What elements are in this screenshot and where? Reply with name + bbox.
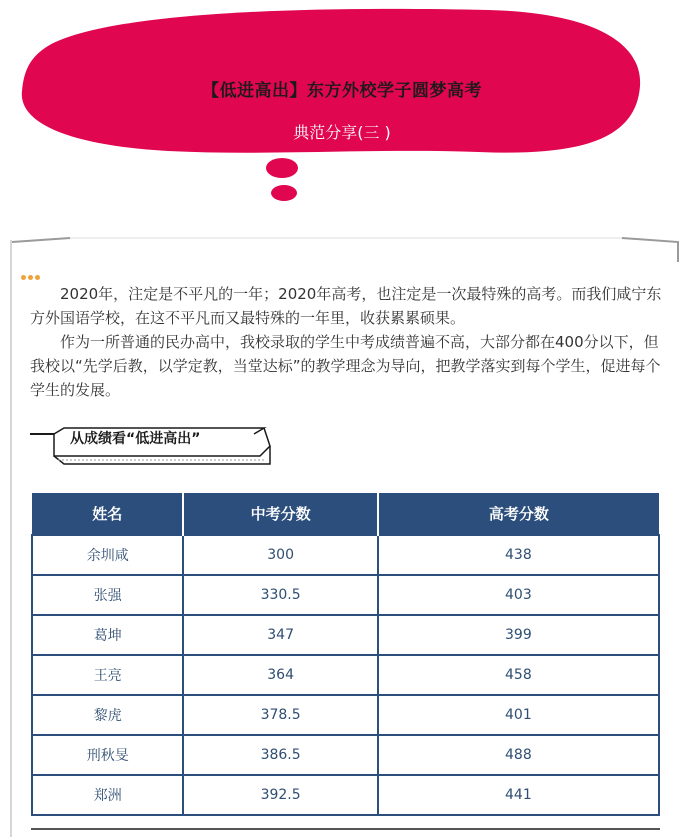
score-table [31, 493, 660, 816]
column-header-name: 姓名 [32, 493, 183, 535]
table-row [32, 695, 659, 735]
student-name: 王亮 [32, 655, 183, 695]
gaokao-score: 488 [378, 735, 659, 775]
student-name: 黎虎 [32, 695, 183, 735]
zhongkao-score: 392.5 [183, 775, 377, 815]
table-row [32, 615, 659, 655]
table-row [32, 535, 659, 575]
article-paragraph: 2020年，注定是不平凡的一年；2020年高考，也注定是一次最特殊的高考。而我们咸宁东方外国语学校，在这不平凡而又最特殊的一年里，收获累累硕果。 [30, 285, 662, 327]
gaokao-score: 458 [378, 655, 659, 695]
gaokao-score: 438 [378, 535, 659, 575]
gaokao-score: 401 [378, 695, 659, 735]
zhongkao-score: 347 [183, 615, 377, 655]
student-name: 郑洲 [32, 775, 183, 815]
zhongkao-score: 330.5 [183, 575, 377, 615]
table-header-row [32, 493, 659, 535]
decor-dot [271, 185, 297, 201]
table-row [32, 575, 659, 615]
zhongkao-score: 386.5 [183, 735, 377, 775]
table-row [32, 655, 659, 695]
decor-dot [266, 158, 298, 178]
student-name: 葛坤 [32, 615, 183, 655]
table-row [32, 775, 659, 815]
content-frame-left [10, 240, 12, 837]
article-paragraph: 作为一所普通的民办高中，我校录取的学生中考成绩普遍不高，大部分都在400分以下，但我校以“先学后教，以学定教，当堂达标”的教学理念为导向，把教学落实到每个学生，促进每个学生的发展。 [30, 333, 661, 399]
zhongkao-score: 378.5 [183, 695, 377, 735]
article-body [30, 282, 662, 402]
zhongkao-score: 364 [183, 655, 377, 695]
column-header-gaokao: 高考分数 [378, 493, 659, 535]
gaokao-score: 399 [378, 615, 659, 655]
table-row [32, 735, 659, 775]
page-title: 【低进高出】东方外校学子圆梦高考 [202, 81, 482, 101]
divider [31, 828, 660, 830]
page-subtitle: 典范分享(三 ) [293, 123, 391, 142]
column-header-zhongkao: 中考分数 [183, 493, 377, 535]
zhongkao-score: 300 [183, 535, 377, 575]
student-name: 余圳咸 [32, 535, 183, 575]
content-frame-top [10, 232, 682, 262]
gaokao-score: 403 [378, 575, 659, 615]
gaokao-score: 441 [378, 775, 659, 815]
student-name: 张强 [32, 575, 183, 615]
section-heading: 从成绩看“低进高出” [70, 431, 201, 447]
student-name: 刑秋旻 [32, 735, 183, 775]
